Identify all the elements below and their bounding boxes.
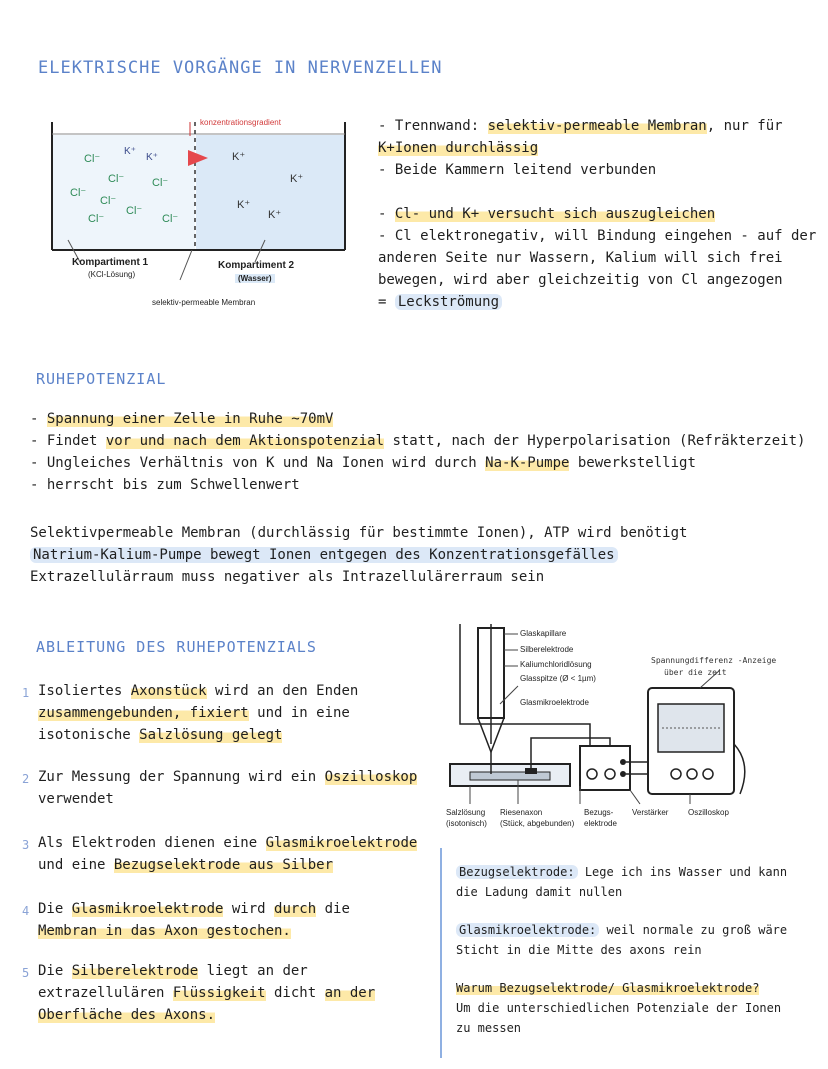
label-bezugselektrode: elektrode [584,819,617,828]
label-kaliumchloridloesung: Kaliumchloridlösung [520,660,592,669]
label-bezugs: Bezugs- [584,808,614,817]
ion-cl: Cl⁻ [84,153,101,165]
ion-k: K⁺ [232,151,246,163]
ion-cl: Cl⁻ [70,187,87,199]
ion-cl: Cl⁻ [108,173,125,185]
ion-cl: Cl⁻ [152,177,169,189]
label-riesenaxon-sub: (Stück, abgebunden) [500,819,575,828]
label-anzeige: Spannungdifferenz -Anzeige [651,656,777,665]
label-glaskapillare: Glaskapillare [520,629,567,638]
ion-cl: Cl⁻ [126,205,143,217]
label-oszilloskop: Oszilloskop [688,808,729,817]
step-number: 5 [22,966,30,980]
gradient-label: konzentrationsgradient [200,118,281,127]
label-verstaerker: Verstärker [632,808,669,817]
divider [440,848,442,1058]
label-salzloesung: Salzlösung [446,808,486,817]
step-1: Isoliertes Axonstück wird an den Enden zusammengebunden, fixiert und in eine isotonische Salzlösung gelegt [38,683,359,743]
ion-k: K⁺ [268,209,282,221]
ion-k: K⁺ [237,199,251,211]
label-riesenaxon: Riesenaxon [500,808,543,817]
ion-cl: Cl⁻ [162,213,179,225]
ion-cl: Cl⁻ [100,195,117,207]
side-notes: Bezugselektrode: Lege ich ins Wasser und kann die Ladung damit nullen Glasmikroelektrode: weil normale zu groß wäre Sticht in die Mitte des axons rein Warum Bezugselektrode/ Glasmikroelektrode? Um die unterschiedlichen Potenziale der Ionen zu messen [456,865,788,1035]
label-glasmikroelektrode: Glasmikroelektrode [520,698,589,707]
intro-notes: - Trennwand: selektiv-permeable Membran, nur für K+Ionen durchlässig - Beide Kammern leitend verbunden - Cl- und K+ versucht sich auszugleichen - Cl elektronegativ, will Bindung eingehen - auf der anderen Seite nur Wassern, Kalium will sich frei bewegen, wird aber gleichzeitig von Cl angezogen = Leckströmung [378,118,817,310]
ion-k: K⁺ [124,146,136,157]
label-glasspitze: Glasspitze (Ø < 1µm) [520,674,596,683]
compartment-2-sub: (Wasser) [235,274,275,283]
label-anzeige-zeit: über die zeit [664,668,727,677]
compartment-1-sub: (KCl-Lösung) [88,270,136,279]
step-5: Die Silberelektrode liegt an der extrazellulären Flüssigkeit dicht an der Oberfläche des Axons. [38,963,376,1023]
membrane-label: selektiv-permeable Membran [152,298,256,307]
ion-k: K⁺ [146,152,158,163]
section-heading-ruhepotenzial: RUHEPOTENZIAL [36,370,167,388]
step-2: Zur Messung der Spannung wird ein Oszilloskop verwendet [38,769,418,807]
ruhepotenzial-paragraph: Selektivpermeable Membran (durchlässig für bestimmte Ionen), ATP wird benötigt Natrium-Kalium-Pumpe bewegt Ionen entgegen des Konzentrationsgefälles Extrazellulärraum muss negativer als Intrazellulärerraum sein [30,525,688,585]
section-heading-ableitung: ABLEITUNG DES RUHEPOTENZIALS [36,638,317,656]
page-title: ELEKTRISCHE VORGÄNGE IN NERVENZELLEN [38,58,443,78]
step-number: 4 [22,904,30,918]
step-number: 3 [22,838,30,852]
ion-k: K⁺ [290,173,304,185]
label-silberelektrode: Silberelektrode [520,645,574,654]
compartment-2-label: Kompartiment 2 [218,260,295,271]
ion-cl: Cl⁻ [88,213,105,225]
ruhepotenzial-bullets: - Spannung einer Zelle in Ruhe ~70mV - Findet vor und nach dem Aktionspotenzial statt, nach der Hyperpolarisation (Refräkterzeit) - Ungleiches Verhältnis von K und Na Ionen wird durch Na-K-Pumpe bewerkstelligt - herrscht bis zum Schwellenwert [30,411,806,493]
step-3: Als Elektroden dienen eine Glasmikroelektrode und eine Bezugselektrode aus Silber [38,835,418,873]
step-number: 2 [22,772,30,786]
compartment-1-label: Kompartiment 1 [72,257,149,268]
step-number: 1 [22,686,30,700]
label-isotonisch: (isotonisch) [446,819,487,828]
step-4: Die Glasmikroelektrode wird durch die Membran in das Axon gestochen. [38,901,350,939]
